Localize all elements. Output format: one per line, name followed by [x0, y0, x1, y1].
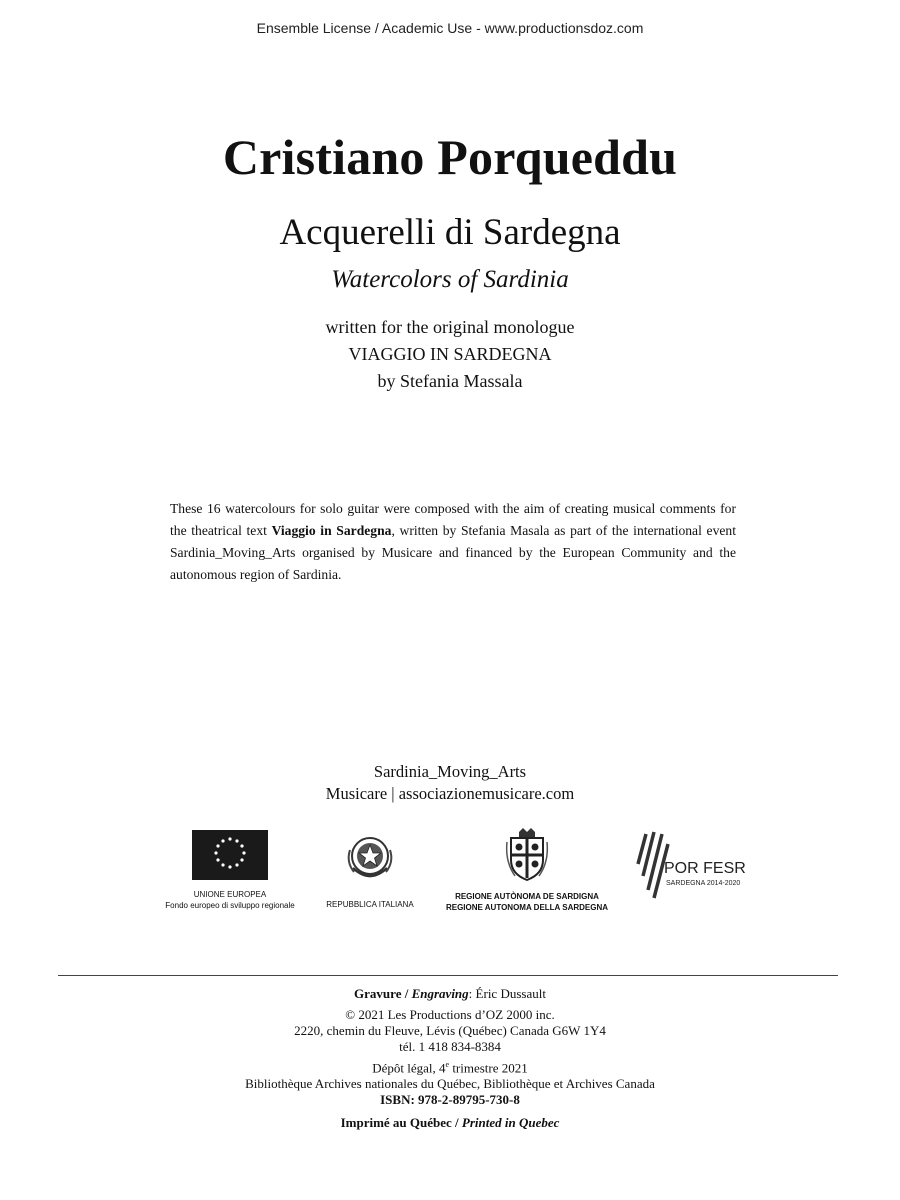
- publisher-block: [0, 1007, 900, 1055]
- engraver-name: Éric Dussault: [475, 986, 546, 1001]
- dedication: [0, 314, 900, 395]
- legal-deposit: Dépôt légal, 4e trimestre 2021: [372, 1060, 528, 1076]
- printed-en: Printed in Quebec: [461, 1115, 560, 1130]
- work-subtitle: Watercolors of Sardinia: [331, 266, 569, 293]
- publisher-address: 2220, chemin du Fleuve, Lévis (Québec) Canada G6W 1Y4: [294, 1023, 606, 1038]
- description-paragraph: [170, 498, 736, 586]
- engraving-label-en: Engraving: [411, 986, 469, 1001]
- sponsor-organisation: Musicare | associazionemusicare.com: [325, 784, 575, 803]
- legal-deposit-block: [0, 1057, 900, 1092]
- engraving-colon: :: [468, 986, 476, 1001]
- printed-line: [0, 1115, 900, 1131]
- italy-logo: [318, 830, 422, 910]
- sponsor-block: [0, 761, 900, 805]
- footer-divider: [58, 975, 838, 976]
- sardinia-logo: [440, 826, 614, 913]
- license-notice: Ensemble License / Academic Use - www.productionsdoz.com: [256, 20, 644, 36]
- engraving-credit: [0, 986, 900, 1002]
- description-work-title: Viaggio in Sardegna: [271, 523, 392, 538]
- eu-flag-icon: [192, 830, 268, 880]
- engraving-separator: /: [401, 986, 412, 1001]
- sardinia-coat-of-arms-icon: [505, 826, 549, 884]
- engraving-label-fr: Gravure: [354, 986, 402, 1001]
- sardinia-subcaption: REGIONE AUTONOMA DELLA SARDEGNA: [445, 903, 609, 912]
- description-text-before: These 16 watercolours for solo guitar were composed with the aim of creating musical comments for the theatrical text: [170, 501, 736, 538]
- isbn: ISBN: 978-2-89795-730-8: [380, 1092, 520, 1107]
- work-title: Acquerelli di Sardegna: [279, 212, 621, 253]
- libraries-line: Bibliothèque Archives nationales du Québec, Bibliothèque et Archives Canada: [245, 1076, 655, 1092]
- copyright-line: © 2021 Les Productions d’OZ 2000 inc.: [345, 1007, 555, 1022]
- composer-name: Cristiano Porqueddu: [222, 129, 678, 185]
- publisher-phone: tél. 1 418 834-8384: [399, 1039, 501, 1054]
- sardinia-caption: REGIONE AUTÒNOMA DE SARDIGNA: [455, 892, 599, 901]
- italian-emblem-icon: [344, 830, 396, 884]
- por-fesr-subtitle: SARDEGNA 2014-2020: [666, 880, 741, 887]
- eu-subcaption: Fondo europeo di sviluppo regionale: [165, 901, 295, 910]
- dedication-line: written for the original monologue: [325, 317, 575, 337]
- printed-fr: Imprimé au Québec: [340, 1115, 452, 1130]
- italy-caption: REPUBBLICA ITALIANA: [326, 900, 414, 909]
- eu-logo: [160, 830, 300, 911]
- printed-separator: /: [451, 1115, 462, 1130]
- por-fesr-title: POR FESR: [664, 860, 746, 877]
- dedication-author: by Stefania Massala: [377, 371, 523, 391]
- eu-caption: UNIONE EUROPEA: [193, 890, 267, 899]
- description-text-after: , written by Stefania Masala as part of the international event Sardinia_Moving_Arts organised by Musicare and financed by the European Community and the autonomous region of Sardinia.: [170, 523, 736, 582]
- dedication-monologue: VIAGGIO IN SARDEGNA: [348, 344, 552, 364]
- sponsor-event: Sardinia_Moving_Arts: [373, 762, 527, 781]
